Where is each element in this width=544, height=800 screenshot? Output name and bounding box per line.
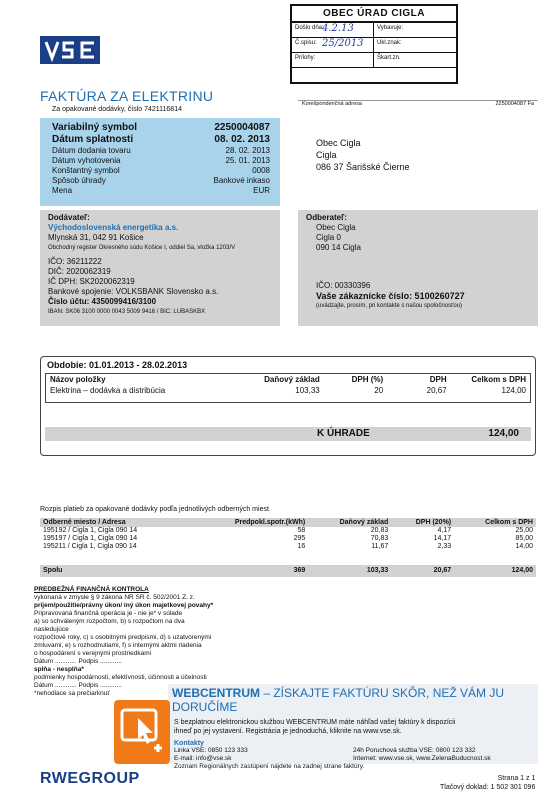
webcentrum-headline: WEBCENTRUM – ZÍSKAJTE FAKTÚRU SKÔR, NEŽ VÁM JU DORUČÍME <box>172 686 505 714</box>
contact-web[interactable]: Internet: www.vse.sk, www.ZelenaBuducnost.sk <box>353 755 491 762</box>
webcentrum-text1: S bezplatnou elektronickou službou WEBCENTRUM máte náhľad vašej faktúry k dispozícii <box>174 719 456 726</box>
webcentrum-banner <box>168 684 538 770</box>
breakdown-table <box>40 518 536 577</box>
amount-due-value: 124,00 <box>488 428 519 439</box>
stamp-handler: Vybavuje: <box>374 23 456 38</box>
supplier-label: Dodávateľ: <box>48 213 90 222</box>
item-row: Elektrina – dodávka a distribúcia 103,33 20 20,67 124,00 <box>50 386 526 395</box>
address-line2: 086 37 Šarišské Čierne <box>316 162 410 172</box>
bcol-total: Celkom s DPH <box>454 518 536 527</box>
stamp-received: Došlo dňa: 4.2.13 <box>292 23 374 38</box>
supplier-iban: IBAN: SK06 3100 0000 0043 5009 9416 / BIC: LUBASKBX <box>48 309 206 315</box>
amount-due-bar <box>45 427 531 441</box>
supplier-ico: IČO: 36211222 <box>48 257 102 266</box>
variable-symbol-row: Variabilný symbol 2250004087 <box>52 122 270 133</box>
registry-stamp <box>290 4 458 84</box>
supplier-icdph: IČ DPH: SK2020062319 <box>48 277 135 286</box>
breakdown-title: Rozpis platieb za opakované dodávky podľa jednotlivých odberných miest <box>40 506 269 513</box>
bcol-tax-base: Daňový základ <box>308 518 391 527</box>
address-name: Obec Cigla <box>316 138 361 148</box>
amount-due-label: K ÚHRADE <box>317 428 370 439</box>
supplier-account: Číslo účtu: 4350099416/3100 <box>48 297 157 306</box>
customer-panel <box>298 210 538 326</box>
bcol-consumption: Predpokl.spotr.(kWh) <box>192 518 308 527</box>
contacts-grid: Linka VSE: 0850 123 333 24h Poruchová služba VSE: 0800 123 332 E-mail: info@vse.sk Internet: www.vse.sk, www.ZelenaBuducnost.sk <box>168 747 538 763</box>
contacts-title: Kontakty <box>174 740 204 747</box>
customer-line1: Cigla 0 <box>316 233 341 242</box>
address-line1: Cigla <box>316 150 337 160</box>
stamp-storage: Ukl.znak: <box>374 38 456 53</box>
invoice-title: FAKTÚRA ZA ELEKTRINU <box>40 88 214 104</box>
col-total: Celkom s DPH <box>471 375 526 384</box>
contacts-note: Zoznam Regionálnych zastúpení nájdete na zadnej strane faktúry. <box>174 763 365 770</box>
period-label: Obdobie: 01.01.2013 - 28.02.2013 <box>47 360 188 370</box>
table-row: 195211 / Cigla 1, Cigla 090 14 16 11,67 2,33 14,00 <box>43 543 533 550</box>
page-number: Strana 1 z 1 <box>497 775 536 782</box>
supplier-name: Východoslovenská energetika a.s. <box>48 223 179 232</box>
col-item-name: Názov položky <box>50 375 106 384</box>
rwe-logo: RWEGROUP <box>40 770 140 787</box>
supplier-register: Obchodný register Okresného súdu Košice I, oddiel Sa, vložka 1203/V <box>48 245 236 251</box>
supplier-dic: DIČ: 2020062319 <box>48 267 111 276</box>
vse-logo <box>40 36 100 64</box>
invoice-info-panel <box>40 118 280 206</box>
period-summary <box>40 356 536 456</box>
payment-method-row: Spôsob úhrady Bankové inkaso <box>52 176 270 185</box>
bcol-place: Odberné miesto / Adresa <box>40 518 192 527</box>
customer-line2: 090 14 Cigla <box>316 243 361 252</box>
address-label: Korešpondenčná adresa <box>302 101 362 107</box>
bcol-vat: DPH (20%) <box>391 518 454 527</box>
items-table <box>45 373 531 403</box>
customer-number: Vaše zákaznícke číslo: 5100260727 <box>316 291 465 301</box>
supplier-bank: Bankové spojenie: VOLKSBANK Slovensko a.s. <box>48 287 219 296</box>
contact-email[interactable]: E-mail: info@vse.sk <box>174 755 232 762</box>
webcentrum-icon <box>114 700 170 764</box>
customer-ico: IČO: 00330396 <box>316 281 371 290</box>
webcentrum-text2: ihneď po jej vystavení. Registrácia je jednoduchá, kliknite na www.vse.sk. <box>174 728 402 735</box>
invoice-subtitle: Za opakované dodávky, číslo 7421116814 <box>52 106 182 113</box>
stamp-received-value: 4.2.13 <box>322 23 354 34</box>
supply-date-row: Dátum dodania tovaru 28. 02. 2013 <box>52 146 270 155</box>
table-total-row: Spolu 369 103,33 20,67 124,00 <box>40 565 536 577</box>
stamp-file-no: Č.spisu: 25/2013 <box>292 38 374 53</box>
stamp-file-no-value: 25/2013 <box>322 38 364 49</box>
col-vat-pct: DPH (%) <box>351 375 384 384</box>
customer-label: Odberateľ: <box>306 213 347 222</box>
col-tax-base: Daňový základ <box>264 375 320 384</box>
control-title: PREDBEŽNÁ FINANČNÁ KONTROLA <box>34 586 149 593</box>
due-date-row: Dátum splatnosti 08. 02. 2013 <box>52 134 270 145</box>
currency-row: Mena EUR <box>52 186 270 195</box>
stamp-title: OBEC ÚRAD CIGLA <box>292 6 456 23</box>
page-info <box>440 774 535 792</box>
print-number: Tlačový doklad: 1 502 301 096 <box>440 784 536 791</box>
financial-control-stamp: PREDBEŽNÁ FINANČNÁ KONTROLA vykonaná v zmysle § 9 zákona NR SR č. 502/2001 Z. z. prijem/použitie/právny úkon/ iný úkon majetkovej povahy* Pripravovaná finančná operácia je - nie je* v súlade a) so schváleným rozpočtom, b) s rozpočtom na dva nasledujúce rozpočtové roky, c) s osobitnými predpismi, d) s uzatvorenými zmluvami, e) s rozhodnutiami, f) s internými aktmi riadenia o hospodárení s verejnými prostriedkami Dátum ............ Podpis ............ splňa - nesplňa* podmienky hospodárnosti, efektívnosti, účinnosti a účelnosti Dátum ............ Podpis ............ *nehodiace sa prečiarknuť <box>34 586 214 697</box>
col-vat: DPH <box>429 375 447 384</box>
supplier-panel <box>40 210 280 326</box>
correspondence-address <box>298 100 538 204</box>
address-code: 2250004087 Fa <box>495 101 534 107</box>
table-row: 195197 / Cigla 1, Cigla 090 14 295 70,83 14,17 85,00 <box>43 535 533 542</box>
table-row: 195192 / Cigla 1, Cigla 090 14 58 20,83 4,17 25,00 <box>43 527 533 534</box>
issue-date-row: Dátum vyhotovenia 25. 01. 2013 <box>52 156 270 165</box>
supplier-address: Mlynská 31, 042 91 Košice <box>48 233 144 242</box>
customer-note: (uvádzajte, prosím, pri kontakte s našou spoločnosťou) <box>316 303 462 309</box>
customer-name: Obec Cigla <box>316 223 356 232</box>
stamp-attachments: Prílohy: <box>292 53 374 68</box>
stamp-shred: Škart.zn. <box>374 53 456 68</box>
constant-symbol-row: Konštantný symbol 0008 <box>52 166 270 175</box>
